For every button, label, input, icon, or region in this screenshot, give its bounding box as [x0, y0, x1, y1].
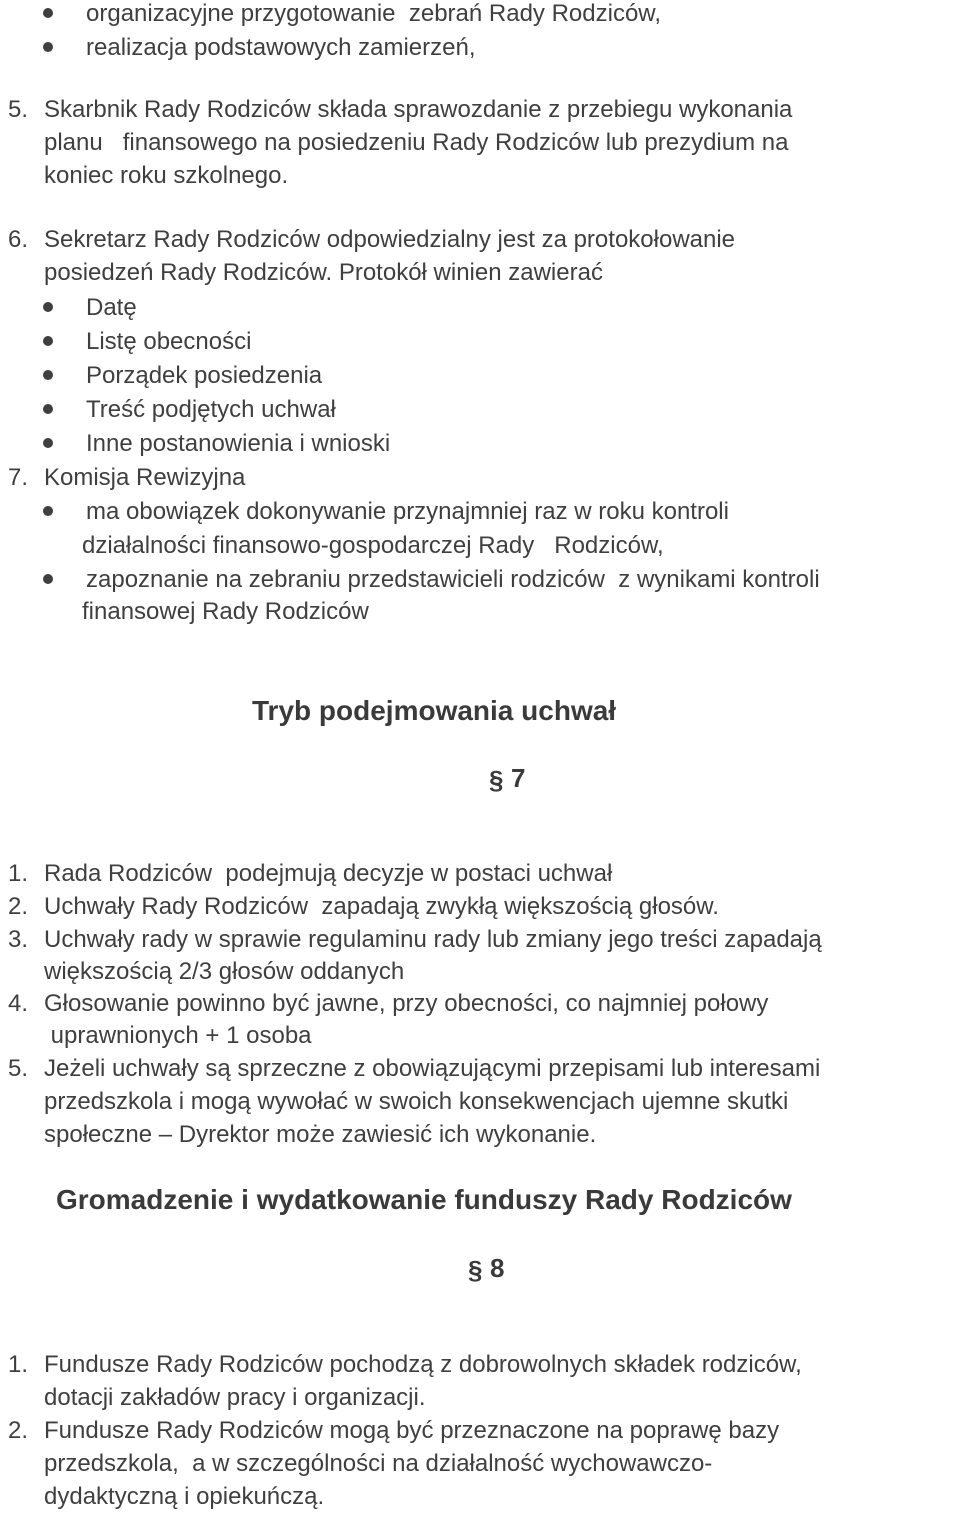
item-number: 4.	[8, 990, 29, 1017]
item-text: przedszkola i mogą wywołać w swoich konsekwencjach ujemne skutki	[44, 1088, 789, 1115]
bullet-text: Listę obecności	[86, 328, 252, 355]
paragraph-sign: §	[468, 1255, 483, 1285]
bullet-text: Porządek posiedzenia	[86, 362, 323, 389]
bullet-dot	[43, 438, 53, 448]
item-text: społeczne – Dyrektor może zawiesić ich wykonanie.	[44, 1121, 597, 1148]
item-text: większością 2/3 głosów oddanych	[44, 958, 405, 985]
paragraph-sign: §	[489, 765, 504, 795]
section-heading: Gromadzenie i wydatkowanie funduszy Rady Rodziców	[56, 1184, 792, 1215]
bullet-dot	[43, 404, 53, 414]
item-text: Jeżeli uchwały są sprzeczne z obowiązującymi przepisami lub interesami	[44, 1055, 821, 1082]
item-text: posiedzeń Rady Rodziców. Protokół winien zawierać	[44, 259, 603, 286]
item-number: 1.	[8, 1351, 29, 1378]
item-title: Komisja Rewizyjna	[44, 464, 246, 491]
bullet-dot	[43, 302, 53, 312]
bullet-text: ma obowiązek dokonywanie przynajmniej raz w roku kontroli	[86, 498, 729, 525]
section-heading: Tryb podejmowania uchwał	[252, 695, 617, 726]
item-text: uprawnionych + 1 osoba	[44, 1022, 312, 1049]
bullet-dot	[43, 336, 53, 346]
item-number: 6.	[8, 226, 29, 253]
item-text: Fundusze Rady Rodziców pochodzą z dobrowolnych składek rodziców,	[44, 1351, 802, 1378]
bullet-continuation: działalności finansowo-gospodarczej Rady Rodziców,	[82, 532, 664, 559]
bullet-text: zapoznanie na zebraniu przedstawicieli rodziców z wynikami kontroli	[86, 566, 820, 593]
bullet-text: Datę	[86, 294, 137, 321]
item-number: 5.	[8, 1055, 29, 1082]
item-text: Głosowanie powinno być jawne, przy obecności, co najmniej połowy	[44, 990, 769, 1017]
item-number: 5.	[8, 96, 29, 123]
item-text: Uchwały rady w sprawie regulaminu rady lub zmiany jego treści zapadają	[44, 926, 822, 953]
paragraph-number: 8	[490, 1253, 505, 1283]
item-text: Fundusze Rady Rodziców mogą być przeznaczone na poprawę bazy	[44, 1417, 780, 1444]
bullet-dot	[43, 574, 53, 584]
item-text: Rada Rodziców podejmują decyzje w postaci uchwał	[44, 860, 613, 887]
item-number: 2.	[8, 1417, 29, 1444]
bullet-dot	[43, 370, 53, 380]
item-text: koniec roku szkolnego.	[44, 162, 289, 189]
item-number: 1.	[8, 860, 29, 887]
bullet-dot	[43, 8, 53, 18]
bullet-continuation: finansowej Rady Rodziców	[82, 598, 369, 625]
bullet-text: realizacja podstawowych zamierzeń,	[86, 34, 476, 61]
item-text: Uchwały Rady Rodziców zapadają zwykłą większością głosów.	[44, 893, 719, 920]
item-text: dydaktyczną i opiekuńczą.	[44, 1483, 325, 1510]
bullet-dot	[43, 506, 53, 516]
item-text: Skarbnik Rady Rodziców składa sprawozdanie z przebiegu wykonania	[44, 96, 793, 123]
bullet-text: Inne postanowienia i wnioski	[86, 430, 391, 457]
bullet-text: Treść podjętych uchwał	[86, 396, 336, 423]
item-text: przedszkola, a w szczególności na działalność wychowawczo-	[44, 1450, 713, 1477]
paragraph-number: 7	[511, 763, 526, 793]
item-text: dotacji zakładów pracy i organizacji.	[44, 1384, 426, 1411]
item-number: 2.	[8, 893, 29, 920]
item-number: 3.	[8, 926, 29, 953]
item-text: planu finansowego na posiedzeniu Rady Rodziców lub prezydium na	[44, 129, 789, 156]
item-text: Sekretarz Rady Rodziców odpowiedzialny jest za protokołowanie	[44, 226, 736, 253]
bullet-text: organizacyjne przygotowanie zebrań Rady Rodziców,	[86, 0, 661, 27]
item-number: 7.	[8, 464, 29, 491]
bullet-dot	[43, 42, 53, 52]
